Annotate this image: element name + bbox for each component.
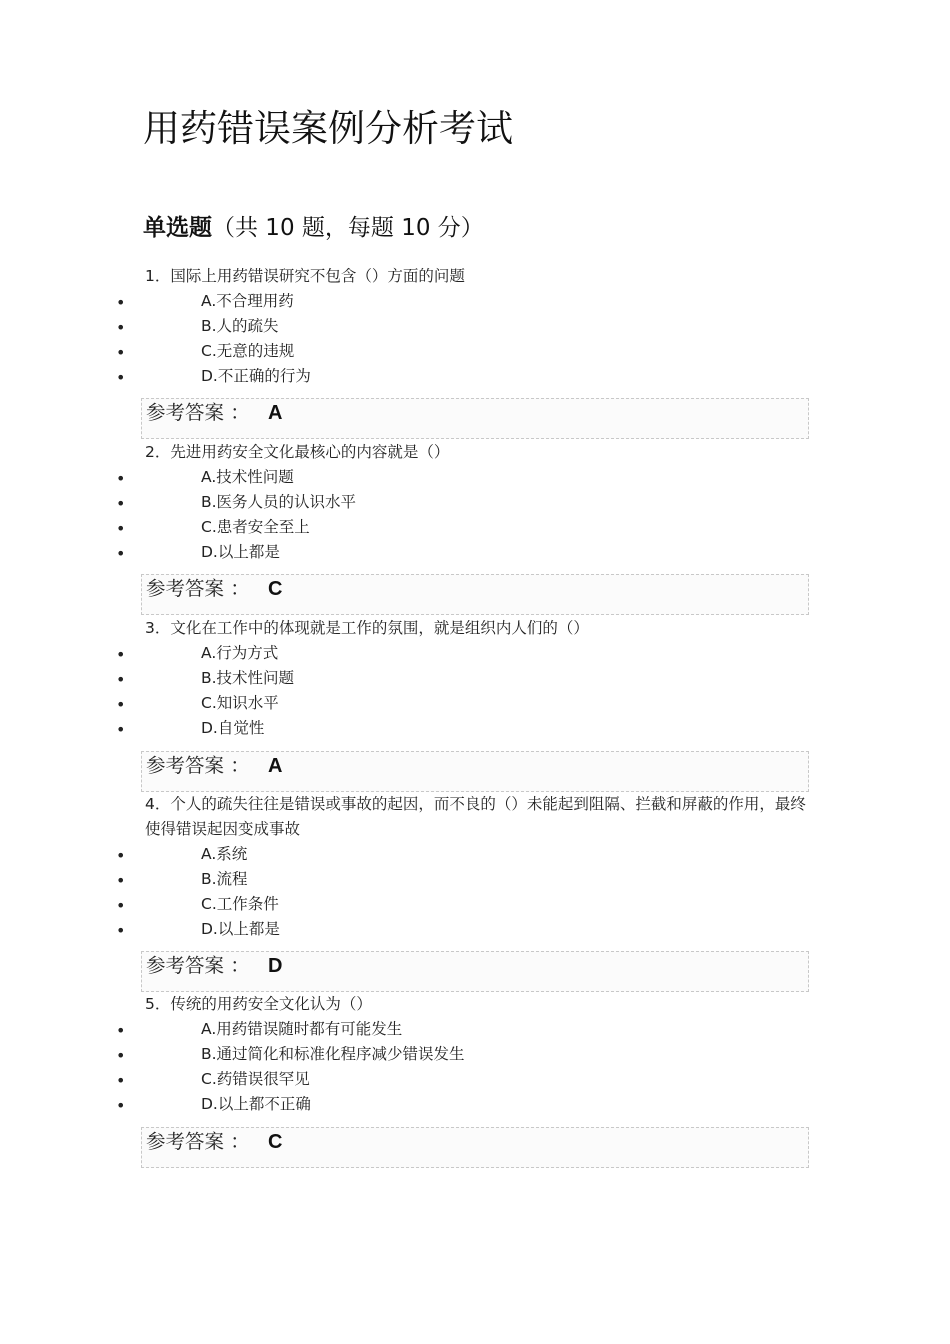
option-item [0,490,950,515]
option-text: B.通过简化和标准化程序减少错误发生 [201,1045,465,1063]
section-heading [143,210,484,246]
bullet-icon: • [116,1046,126,1065]
option-item [0,465,950,490]
bullet-icon: • [116,343,126,362]
option-text: B.人的疏失 [201,317,279,335]
bullet-icon: • [116,1096,126,1115]
bullet-icon: • [116,318,126,337]
option-item [0,892,950,917]
page-title: 用药错误案例分析考试 [143,107,513,150]
answer-label: 参考答案 ： [146,754,250,777]
bullet-icon: • [116,368,126,387]
bullet-icon: • [116,494,126,513]
option-item [0,289,950,314]
option-text: D.以上都是 [201,920,280,938]
option-text: B.流程 [201,870,248,888]
bullet-icon: • [116,921,126,940]
answer-box [141,1127,809,1168]
option-item [0,515,950,540]
option-item [0,339,950,364]
question-stem: 4．个人的疏失往往是错误或事故的起因，而不良的（）未能起到阻隔、拦截和屏蔽的作用，最终使得错误起因变成事故 [145,795,806,838]
answer-value: A [268,402,283,424]
section-info: （共 10 题，每题 10 分） [212,215,484,241]
answer-box [141,574,809,615]
bullet-icon: • [116,670,126,689]
bullet-icon: • [116,469,126,488]
option-text: D.自觉性 [201,719,265,737]
answer-value: C [268,1131,283,1153]
option-item [0,666,950,691]
option-item [0,641,950,666]
bullet-icon: • [116,720,126,739]
option-item [0,540,950,565]
question-stem: 1．国际上用药错误研究不包含（）方面的问题 [145,267,465,285]
option-item [0,842,950,867]
bullet-icon: • [116,846,126,865]
option-text: D.不正确的行为 [201,367,311,385]
option-item [0,1017,950,1042]
answer-label: 参考答案 ： [146,401,250,424]
option-item [0,314,950,339]
bullet-icon: • [116,871,126,890]
bullet-icon: • [116,645,126,664]
option-text: B.医务人员的认识水平 [201,493,357,511]
answer-box [141,951,809,992]
option-item [0,1092,950,1117]
bullet-icon: • [116,293,126,312]
answer-value: D [268,955,283,977]
section-type: 单选题 [143,215,212,241]
option-text: D.以上都是 [201,543,280,561]
answer-label: 参考答案 ： [146,577,250,600]
bullet-icon: • [116,695,126,714]
bullet-icon: • [116,896,126,915]
option-item [0,1067,950,1092]
bullet-icon: • [116,1071,126,1090]
bullet-icon: • [116,544,126,563]
option-text: A.技术性问题 [201,468,294,486]
option-item [0,716,950,741]
option-item [0,917,950,942]
option-text: C.知识水平 [201,694,279,712]
answer-label: 参考答案 ： [146,1130,250,1153]
option-text: D.以上都不正确 [201,1095,311,1113]
option-text: A.不合理用药 [201,292,294,310]
option-text: B.技术性问题 [201,669,295,687]
bullet-icon: • [116,1021,126,1040]
answer-box [141,398,809,439]
question-stem: 2．先进用药安全文化最核心的内容就是（） [145,443,450,461]
option-item [0,1042,950,1067]
bullet-icon: • [116,519,126,538]
option-item [0,867,950,892]
option-text: C.工作条件 [201,895,279,913]
option-text: C.药错误很罕见 [201,1070,310,1088]
option-text: A.用药错误随时都有可能发生 [201,1020,403,1038]
answer-value: C [268,578,283,600]
option-item [0,364,950,389]
question-stem: 3．文化在工作中的体现就是工作的氛围，就是组织内人们的（） [145,619,589,637]
answer-label: 参考答案 ： [146,954,250,977]
option-text: A.系统 [201,845,248,863]
option-text: C.患者安全至上 [201,518,310,536]
answer-value: A [268,755,283,777]
question-stem: 5．传统的用药安全文化认为（） [145,995,372,1013]
option-text: C.无意的违规 [201,342,295,360]
option-item [0,691,950,716]
answer-box [141,751,809,792]
option-text: A.行为方式 [201,644,279,662]
